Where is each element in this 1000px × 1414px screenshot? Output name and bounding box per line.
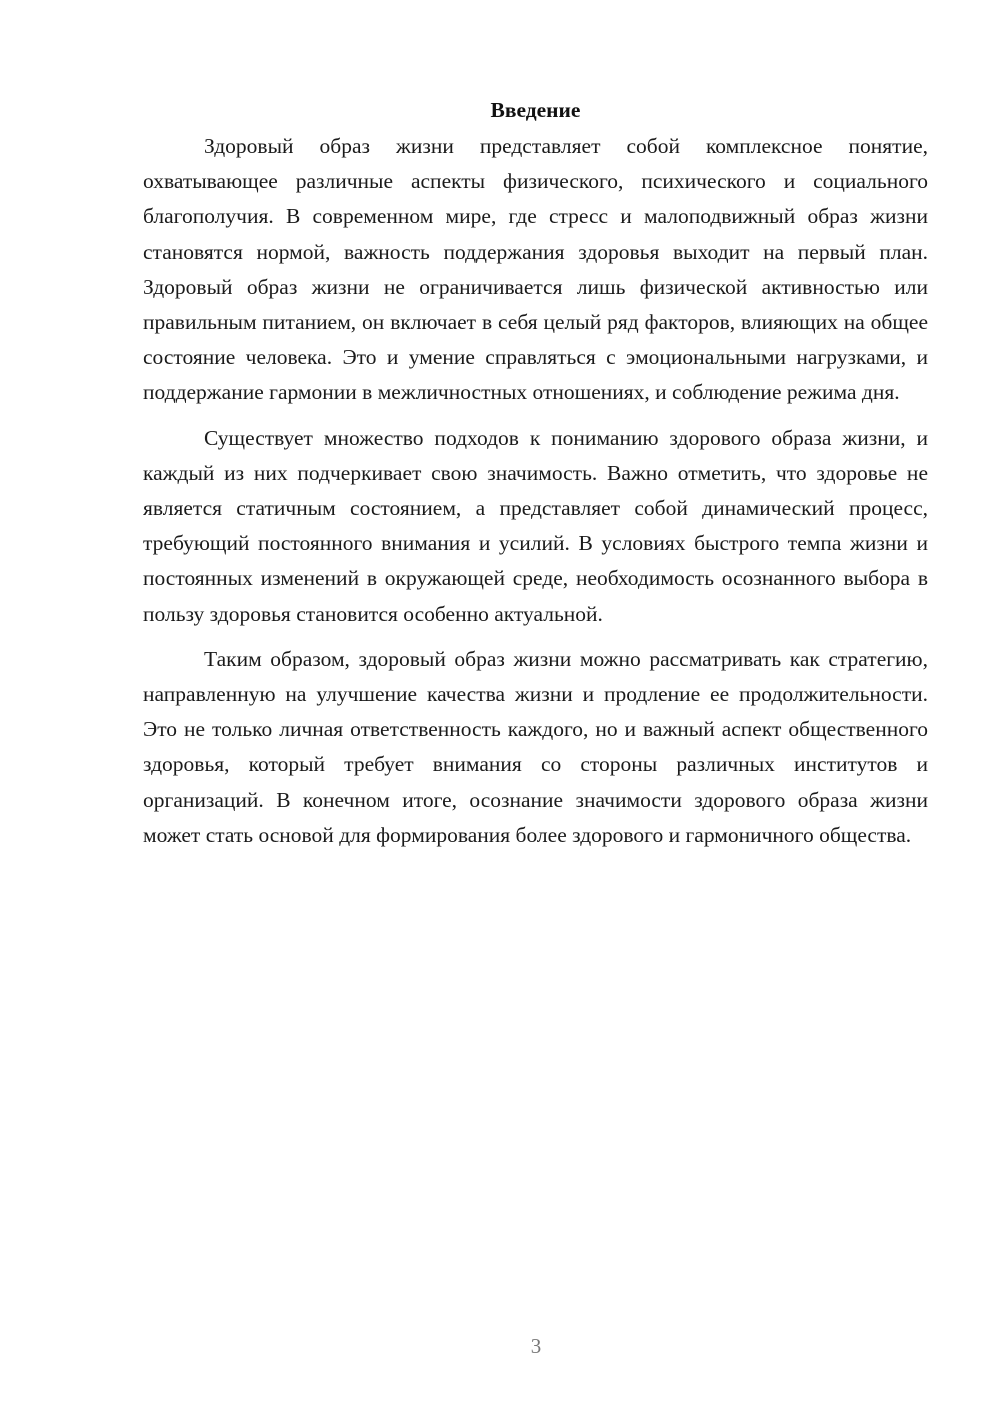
page-title: Введение — [490, 98, 581, 122]
paragraph-3: Таким образом, здоровый образ жизни можно рассматривать как стратегию, направленную на улучшение качества жизни и продление ее продолжительности. Это не только личная ответственность каждого, но и важный аспект общественного здоровья, который требует внимания со стороны различных институтов и организаций. В конечном итоге, осознание значимости здорового образа жизни может стать основой для формирования более здорового и гармоничного общества. — [143, 646, 928, 847]
paragraph-1: Здоровый образ жизни представляет собой комплексное понятие, охватывающее различные аспекты физического, психического и социального благополучия. В современном мире, где стресс и малоподвижный образ жизни становятся нормой, важность поддержания здоровья выходит на первый план. Здоровый образ жизни не ограничивается лишь физической активностью или правильным питанием, он включает в себя целый ряд факторов, влияющих на общее состояние человека. Это и умение справляться с эмоциональными нагрузками, и поддержание гармонии в межличностных отношениях, и соблюдение режима дня. — [143, 134, 928, 405]
paragraph-2: Существует множество подходов к пониманию здорового образа жизни, и каждый из них подчеркивает свою значимость. Важно отметить, что здоровье не является статичным состоянием, а представляет собой динамический процесс, требующий постоянного внимания и усилий. В условиях быстрого темпа жизни и постоянных изменений в окружающей среде, необходимость осознанного выбора в пользу здоровья становится особенно актуальной. — [143, 425, 928, 626]
page-number: 3 — [530, 1334, 542, 1358]
page-content — [143, 93, 928, 853]
